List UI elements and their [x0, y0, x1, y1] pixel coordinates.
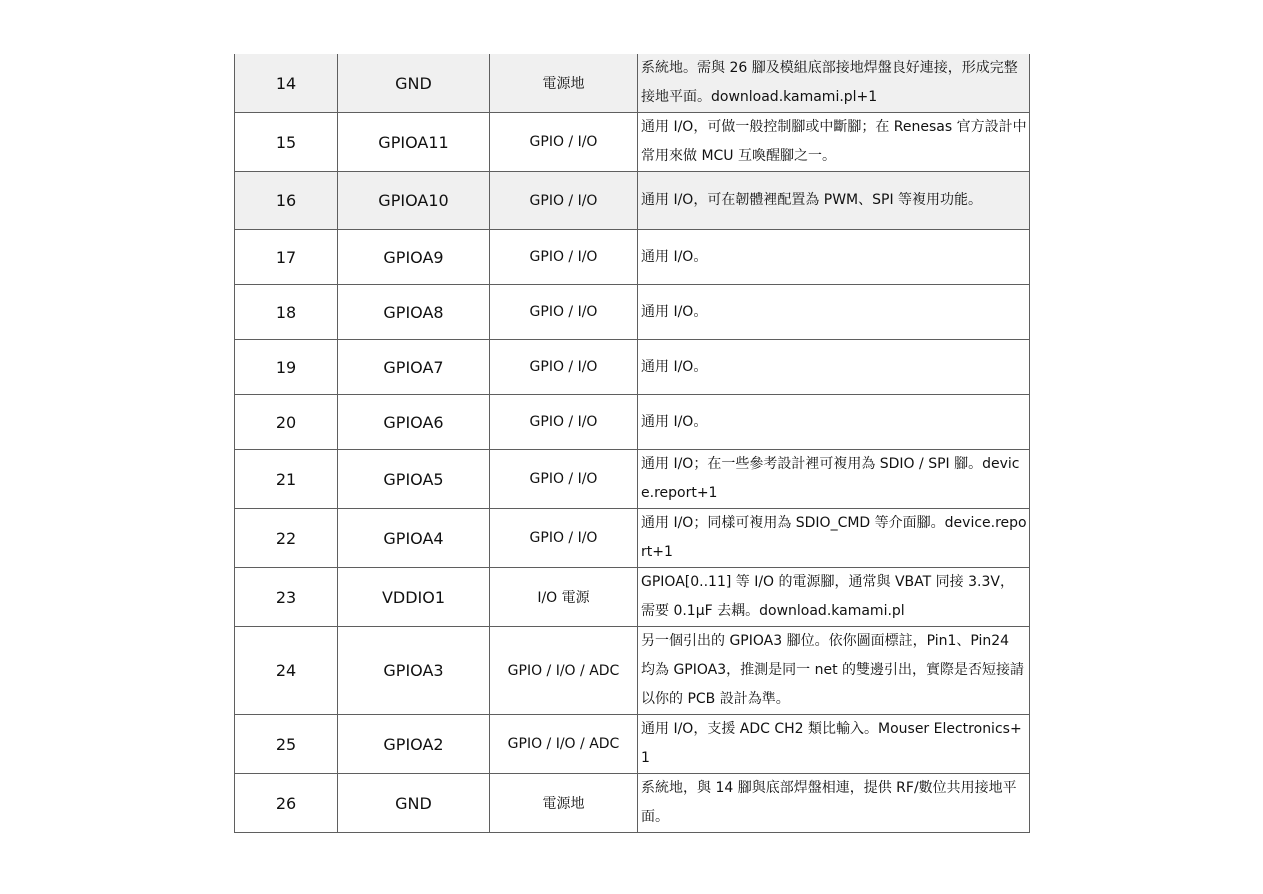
pin-name: VDDIO1 — [338, 568, 490, 627]
pin-type: GPIO / I/O — [490, 285, 638, 340]
pin-name: GPIOA5 — [338, 450, 490, 509]
pin-table — [234, 54, 1030, 833]
pin-name: GPIOA6 — [338, 395, 490, 450]
pin-type: GPIO / I/O — [490, 509, 638, 568]
pin-description: 通用 I/O。 — [638, 340, 1030, 395]
table-row — [235, 395, 1030, 450]
pin-number: 17 — [235, 230, 338, 285]
table-row — [235, 450, 1030, 509]
pin-description: 通用 I/O，可在韌體裡配置為 PWM、SPI 等複用功能。 — [638, 172, 1030, 230]
pin-name: GPIOA10 — [338, 172, 490, 230]
pin-number: 22 — [235, 509, 338, 568]
pin-description: 通用 I/O，支援 ADC CH2 類比輸入。Mouser Electronics+1 — [638, 715, 1030, 774]
pin-name: GPIOA9 — [338, 230, 490, 285]
pin-description: 另一個引出的 GPIOA3 腳位。依你圖面標註，Pin1、Pin24 均為 GPIOA3，推測是同一 net 的雙邊引出，實際是否短接請以你的 PCB 設計為準。 — [638, 627, 1030, 715]
pin-name: GPIOA3 — [338, 627, 490, 715]
table-row — [235, 113, 1030, 172]
pin-type: GPIO / I/O — [490, 340, 638, 395]
pin-type: 電源地 — [490, 774, 638, 833]
table-row — [235, 230, 1030, 285]
pin-number: 16 — [235, 172, 338, 230]
pin-number: 23 — [235, 568, 338, 627]
table-row — [235, 627, 1030, 715]
pin-description: 通用 I/O；同樣可複用為 SDIO_CMD 等介面腳。device.report+1 — [638, 509, 1030, 568]
pin-number: 18 — [235, 285, 338, 340]
pin-name: GPIOA8 — [338, 285, 490, 340]
pin-name: GPIOA11 — [338, 113, 490, 172]
pin-type: GPIO / I/O — [490, 230, 638, 285]
pin-description: 通用 I/O。 — [638, 230, 1030, 285]
table-row — [235, 715, 1030, 774]
pin-number: 25 — [235, 715, 338, 774]
pin-name: GPIOA4 — [338, 509, 490, 568]
pin-description: 系統地。需與 26 腳及模組底部接地焊盤良好連接，形成完整接地平面。download.kamami.pl+1 — [638, 54, 1030, 113]
pin-type: GPIO / I/O — [490, 172, 638, 230]
table-row — [235, 340, 1030, 395]
table-row — [235, 285, 1030, 340]
pin-number: 14 — [235, 54, 338, 113]
pin-name: GPIOA7 — [338, 340, 490, 395]
table-row — [235, 54, 1030, 113]
pin-number: 24 — [235, 627, 338, 715]
pin-number: 15 — [235, 113, 338, 172]
pin-description: 系統地，與 14 腳與底部焊盤相連，提供 RF/數位共用接地平面。 — [638, 774, 1030, 833]
pin-number: 26 — [235, 774, 338, 833]
pin-type: GPIO / I/O — [490, 395, 638, 450]
pin-type: GPIO / I/O / ADC — [490, 627, 638, 715]
table-row — [235, 774, 1030, 833]
pin-description: 通用 I/O；在一些參考設計裡可複用為 SDIO / SPI 腳。device.report+1 — [638, 450, 1030, 509]
pin-type: GPIO / I/O — [490, 450, 638, 509]
pin-number: 19 — [235, 340, 338, 395]
table-row — [235, 568, 1030, 627]
pin-description: GPIOA[0..11] 等 I/O 的電源腳，通常與 VBAT 同接 3.3V，需要 0.1µF 去耦。download.kamami.pl — [638, 568, 1030, 627]
pin-type: 電源地 — [490, 54, 638, 113]
pin-type: GPIO / I/O — [490, 113, 638, 172]
pin-name: GND — [338, 54, 490, 113]
pin-number: 21 — [235, 450, 338, 509]
pin-name: GPIOA2 — [338, 715, 490, 774]
pin-table-body — [235, 54, 1030, 833]
pin-name: GND — [338, 774, 490, 833]
table-row — [235, 509, 1030, 568]
pin-description: 通用 I/O。 — [638, 285, 1030, 340]
pin-type: GPIO / I/O / ADC — [490, 715, 638, 774]
table-row — [235, 172, 1030, 230]
pin-description: 通用 I/O。 — [638, 395, 1030, 450]
pin-type: I/O 電源 — [490, 568, 638, 627]
pin-number: 20 — [235, 395, 338, 450]
pin-description: 通用 I/O，可做一般控制腳或中斷腳；在 Renesas 官方設計中常用來做 MCU 互喚醒腳之一。 — [638, 113, 1030, 172]
